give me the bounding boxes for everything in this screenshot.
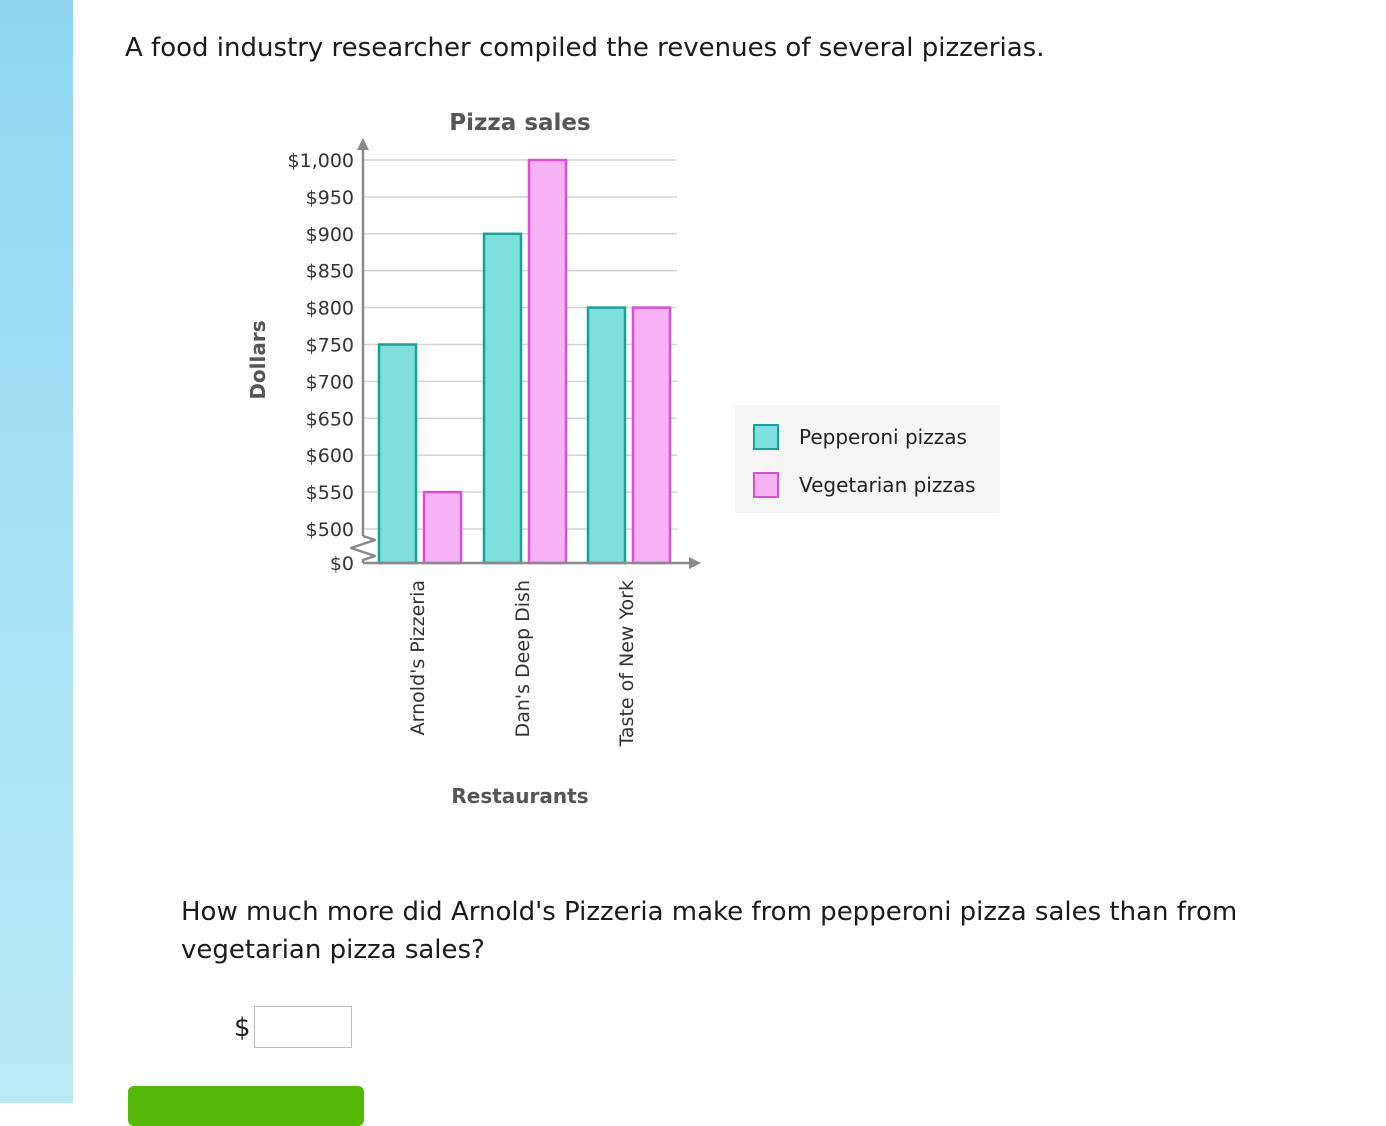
submit-button[interactable]	[128, 1086, 364, 1126]
legend-swatch-vegetarian	[753, 472, 779, 498]
legend-swatch-pepperoni	[753, 424, 779, 450]
bar-pepperoni	[484, 234, 521, 563]
y-tick-label: $1,000	[287, 150, 354, 172]
chart-legend	[735, 405, 1000, 513]
y-tick-label: $900	[305, 223, 354, 246]
intro-text: A food industry researcher compiled the revenues of several pizzerias.	[125, 33, 1045, 63]
y-tick-label: $0	[329, 553, 354, 575]
y-tick-label: $850	[305, 260, 354, 283]
bar-vegetarian	[633, 308, 670, 563]
bar-pepperoni	[379, 345, 416, 564]
x-category-label: Arnold's Pizzeria	[407, 580, 429, 736]
y-tick-label: $800	[305, 297, 354, 320]
y-tick-label: $550	[305, 482, 354, 505]
y-axis-title: Dollars	[246, 320, 270, 400]
bar-vegetarian	[424, 492, 461, 563]
y-tick-label: $650	[305, 408, 354, 431]
chart-title: Pizza sales	[449, 110, 591, 136]
answer-input[interactable]	[254, 1006, 352, 1048]
x-category-label: Dan's Deep Dish	[512, 580, 534, 738]
x-axis-arrow	[689, 557, 701, 569]
y-tick-label: $950	[305, 186, 354, 209]
x-axis-title: Restaurants	[451, 784, 589, 808]
y-axis-break	[351, 536, 375, 563]
y-tick-label: $600	[305, 445, 354, 468]
x-category-label: Taste of New York	[616, 580, 638, 747]
currency-symbol: $	[234, 1013, 251, 1043]
legend-label-vegetarian: Vegetarian pizzas	[799, 473, 976, 497]
bar-vegetarian	[529, 160, 566, 563]
bar-pepperoni	[588, 308, 625, 563]
legend-label-pepperoni: Pepperoni pizzas	[799, 425, 967, 449]
question-text: How much more did Arnold's Pizzeria make from pepperoni pizza sales than from vegetarian pizza sales?	[181, 897, 1238, 965]
y-tick-label: $750	[305, 334, 354, 357]
y-axis-arrow	[357, 138, 369, 150]
y-tick-label: $500	[305, 519, 354, 541]
y-tick-label: $700	[305, 371, 354, 394]
